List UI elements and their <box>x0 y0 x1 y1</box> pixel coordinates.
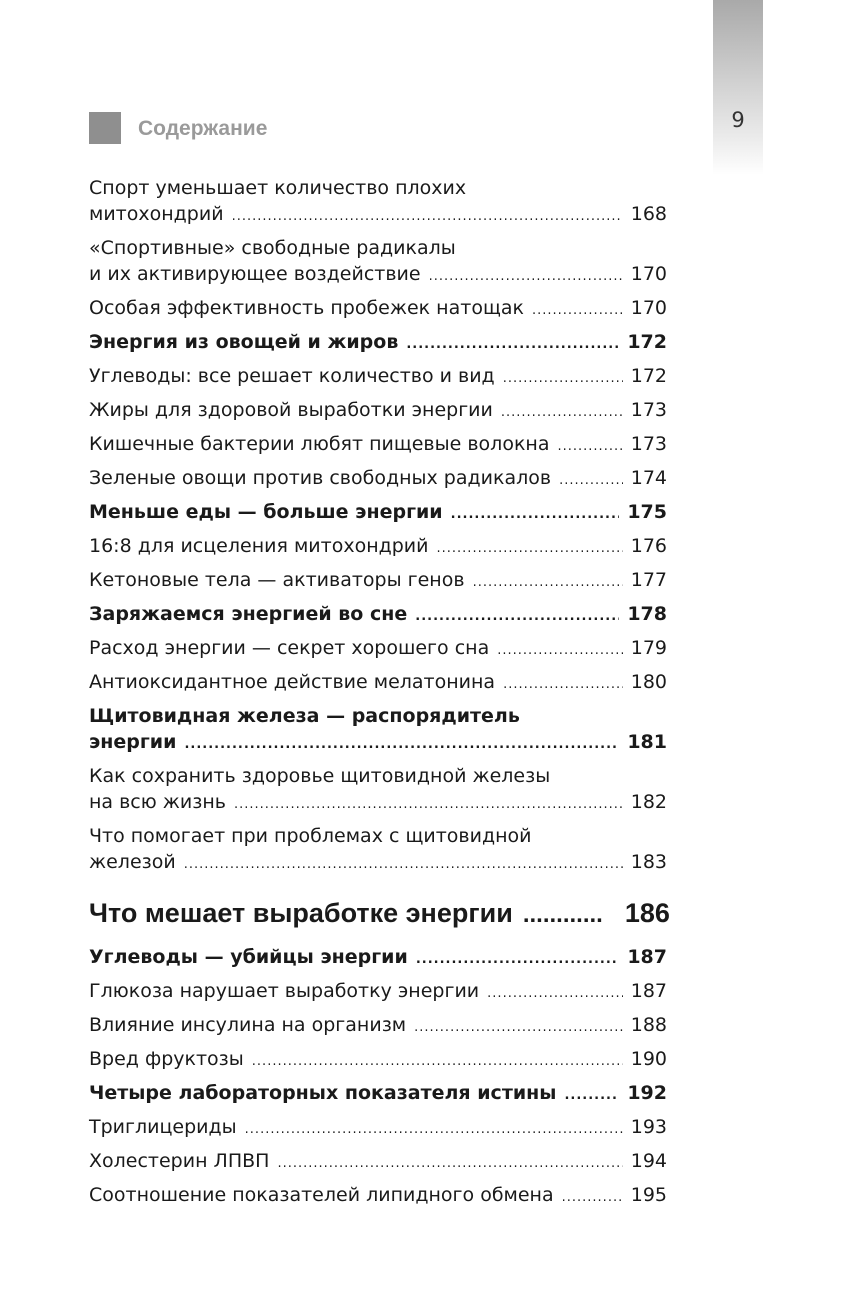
toc-entry-title: Кетоновые тела — активаторы генов <box>89 569 465 591</box>
toc-entry[interactable] <box>89 431 667 460</box>
toc-entry[interactable] <box>89 235 667 290</box>
toc-entry-page: 190 <box>630 1048 667 1070</box>
dot-leader <box>503 366 623 392</box>
dot-leader <box>559 468 623 494</box>
toc-entry-title-line1: Щитовидная железа — распорядитель <box>89 705 520 727</box>
toc-entry-title: Триглицериды <box>89 1116 237 1138</box>
dot-leader <box>558 434 623 460</box>
toc-entry[interactable] <box>89 823 667 878</box>
dot-leader <box>429 264 623 290</box>
toc-entry[interactable] <box>89 1080 667 1109</box>
dot-leader <box>184 732 619 758</box>
toc-entry[interactable] <box>89 763 667 818</box>
toc-entry[interactable] <box>89 703 667 758</box>
dot-leader <box>451 502 620 528</box>
toc-entry[interactable] <box>89 465 667 494</box>
toc-entry[interactable] <box>89 978 667 1007</box>
page-tab <box>713 0 763 175</box>
dot-leader <box>416 947 620 973</box>
dot-leader <box>234 792 623 818</box>
toc-entry-title: Заряжаемся энергией во сне <box>89 603 408 625</box>
dot-leader <box>532 298 623 324</box>
dot-leader <box>245 1117 623 1143</box>
toc-entry-page: 183 <box>630 851 667 873</box>
toc-entry-title: Холестерин ЛПВП <box>89 1150 270 1172</box>
toc-entry-title: Глюкоза нарушает выработку энергии <box>89 980 480 1002</box>
toc-entry-page: 177 <box>630 569 667 591</box>
toc-entry-page: 168 <box>630 203 667 225</box>
toc-entry-title: Четыре лабораторных показателя истины <box>89 1082 557 1104</box>
toc-entry-page: 173 <box>630 433 667 455</box>
toc-entry[interactable] <box>89 1012 667 1041</box>
chapter-title: Что мешает выработке энергии <box>89 898 513 928</box>
toc-entry-title: Зеленые овощи против свободных радикалов <box>89 467 552 489</box>
toc-entry[interactable] <box>89 397 667 426</box>
dot-leader <box>406 332 619 358</box>
table-of-contents <box>89 175 670 1211</box>
toc-entry-title-line1: Что помогает при проблемах с щитовидной <box>89 825 532 847</box>
dot-leader <box>473 570 623 596</box>
toc-entry-title: Меньше еды — больше энергии <box>89 501 443 523</box>
toc-entry[interactable] <box>89 533 667 562</box>
dot-leader <box>562 1185 623 1211</box>
chapter-page: 186 <box>624 898 670 928</box>
toc-entry-title-line2: энергии <box>89 731 177 753</box>
toc-entry[interactable] <box>89 329 667 358</box>
toc-entry-page: 172 <box>627 331 667 353</box>
toc-entry[interactable] <box>89 1114 667 1143</box>
toc-entry-title: Энергия из овощей и жиров <box>89 331 399 353</box>
toc-entry-title: Вред фруктозы <box>89 1048 244 1070</box>
toc-entry[interactable] <box>89 1046 667 1075</box>
dot-leader <box>184 852 623 878</box>
toc-entry[interactable] <box>89 944 667 973</box>
section-title: Содержание <box>138 117 268 140</box>
toc-entry-title: Антиоксидантное действие мелатонина <box>89 671 496 693</box>
toc-entry[interactable] <box>89 1182 667 1211</box>
toc-entry-page: 187 <box>630 980 667 1002</box>
toc-entry-page: 172 <box>630 365 667 387</box>
toc-entry-page: 187 <box>627 946 667 968</box>
toc-entry-title: Особая эффективность пробежек натощак <box>89 297 524 319</box>
toc-entry-title-line1: Спорт уменьшает количество плохих <box>89 177 467 199</box>
toc-entry[interactable] <box>89 669 667 698</box>
toc-entry-title-line2: митохондрий <box>89 203 224 225</box>
toc-entry-title: Соотношение показателей липидного обмена <box>89 1184 554 1206</box>
toc-entry-page: 178 <box>627 603 667 625</box>
toc-entry-title-line2: на всю жизнь <box>89 791 226 813</box>
toc-entry-page: 181 <box>627 731 667 753</box>
dot-leader <box>437 536 623 562</box>
toc-entry-page: 176 <box>630 535 667 557</box>
toc-entry-page: 180 <box>630 671 667 693</box>
toc-entry-page: 175 <box>627 501 667 523</box>
toc-entry-title: Углеводы — убийцы энергии <box>89 946 408 968</box>
toc-entry-title-line2: и их активирующее воздействие <box>89 263 421 285</box>
dot-leader <box>503 672 623 698</box>
toc-entry-title-line1: «Спортивные» свободные радикалы <box>89 237 456 259</box>
dot-leader <box>414 1015 623 1041</box>
toc-entry-title-line1: Как сохранить здоровье щитовидной железы <box>89 765 551 787</box>
toc-entry-page: 192 <box>627 1082 667 1104</box>
dot-leader <box>277 1151 622 1177</box>
toc-entry[interactable] <box>89 567 667 596</box>
toc-entry-title-line2: железой <box>89 851 176 873</box>
toc-entry[interactable] <box>89 635 667 664</box>
dot-leader <box>501 400 623 426</box>
toc-entry-page: 170 <box>630 297 667 319</box>
toc-entry-title: Кишечные бактерии любят пищевые волокна <box>89 433 550 455</box>
toc-entry-title: 16:8 для исцеления митохондрий <box>89 535 429 557</box>
toc-entry-page: 193 <box>630 1116 667 1138</box>
toc-entry-title: Жиры для здоровой выработки энергии <box>89 399 493 421</box>
dot-leader <box>252 1049 623 1075</box>
dot-leader <box>232 204 623 230</box>
toc-entry-page: 170 <box>630 263 667 285</box>
toc-entry[interactable] <box>89 295 667 324</box>
toc-entry-page: 188 <box>630 1014 667 1036</box>
toc-entry[interactable] <box>89 1148 667 1177</box>
toc-entry-title: Углеводы: все решает количество и вид <box>89 365 495 387</box>
dot-leader <box>523 898 615 932</box>
toc-entry[interactable] <box>89 363 667 392</box>
dot-leader <box>487 981 623 1007</box>
toc-entry-page: 195 <box>630 1184 667 1206</box>
chapter-heading[interactable] <box>89 896 670 932</box>
section-marker <box>89 112 121 144</box>
page-number: 9 <box>731 108 745 132</box>
toc-entry[interactable] <box>89 499 667 528</box>
toc-entry-page: 174 <box>630 467 667 489</box>
toc-entry-page: 194 <box>630 1150 667 1172</box>
toc-entry[interactable] <box>89 175 667 230</box>
toc-entry[interactable] <box>89 601 667 630</box>
dot-leader <box>497 638 623 664</box>
toc-entry-title: Влияние инсулина на организм <box>89 1014 407 1036</box>
dot-leader <box>415 604 619 630</box>
dot-leader <box>564 1083 619 1109</box>
toc-entry-page: 173 <box>630 399 667 421</box>
toc-entry-page: 182 <box>630 791 667 813</box>
toc-entry-title: Расход энергии — секрет хорошего сна <box>89 637 490 659</box>
toc-entry-page: 179 <box>630 637 667 659</box>
